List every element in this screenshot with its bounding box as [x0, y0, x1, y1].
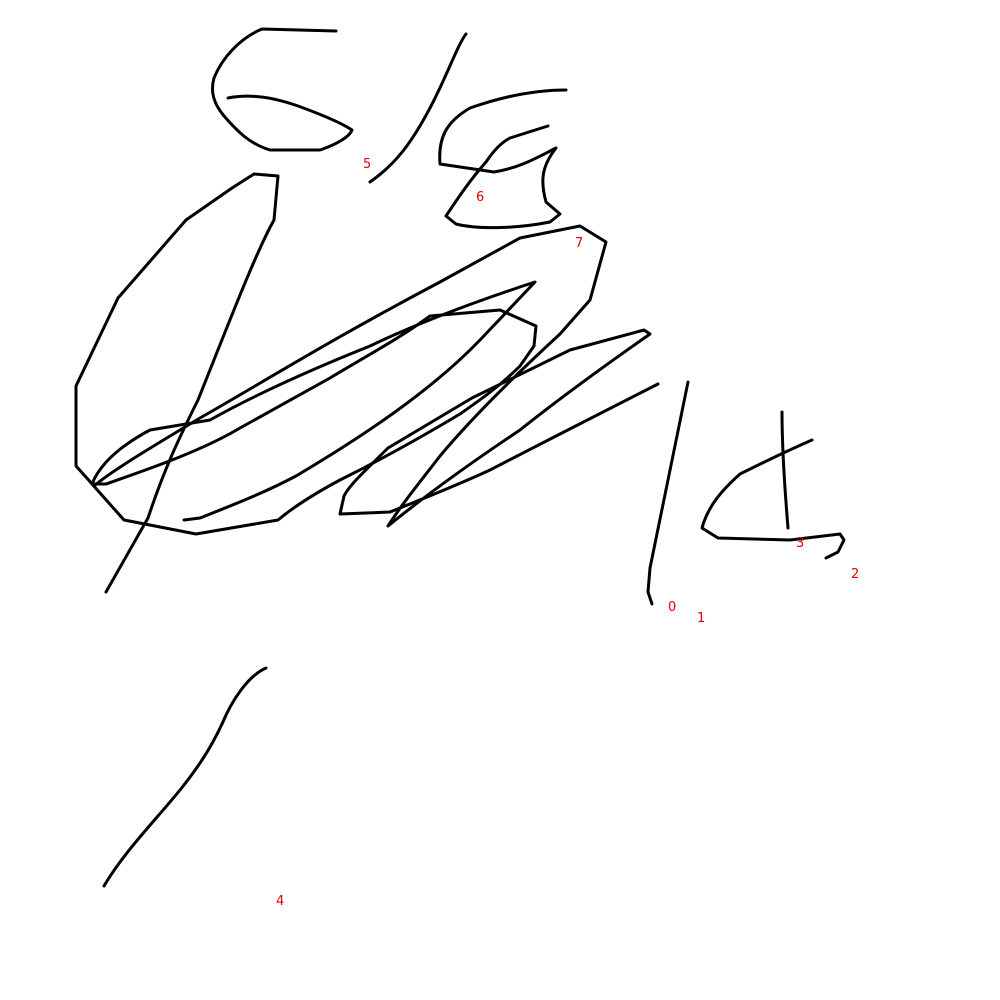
stroke-top-left-curl	[212, 29, 352, 150]
stroke-main-scribble	[76, 174, 658, 592]
label-marker-6: 6	[476, 190, 485, 205]
label-marker-3: 3	[796, 536, 805, 551]
stroke-inner-band	[92, 282, 536, 534]
stroke-shape-three	[702, 412, 844, 558]
label-marker-4: 4	[276, 894, 285, 909]
stroke-loop-six	[440, 90, 566, 228]
stroke-bottom-left-curve	[104, 668, 266, 886]
label-marker-1: 1	[697, 611, 706, 626]
label-marker-7: 7	[575, 236, 584, 251]
label-marker-0: 0	[668, 600, 677, 615]
label-marker-2: 2	[851, 567, 860, 582]
label-marker-5: 5	[363, 157, 372, 172]
stroke-diagonal-upper	[370, 34, 466, 182]
stroke-vertical-right	[648, 382, 688, 604]
